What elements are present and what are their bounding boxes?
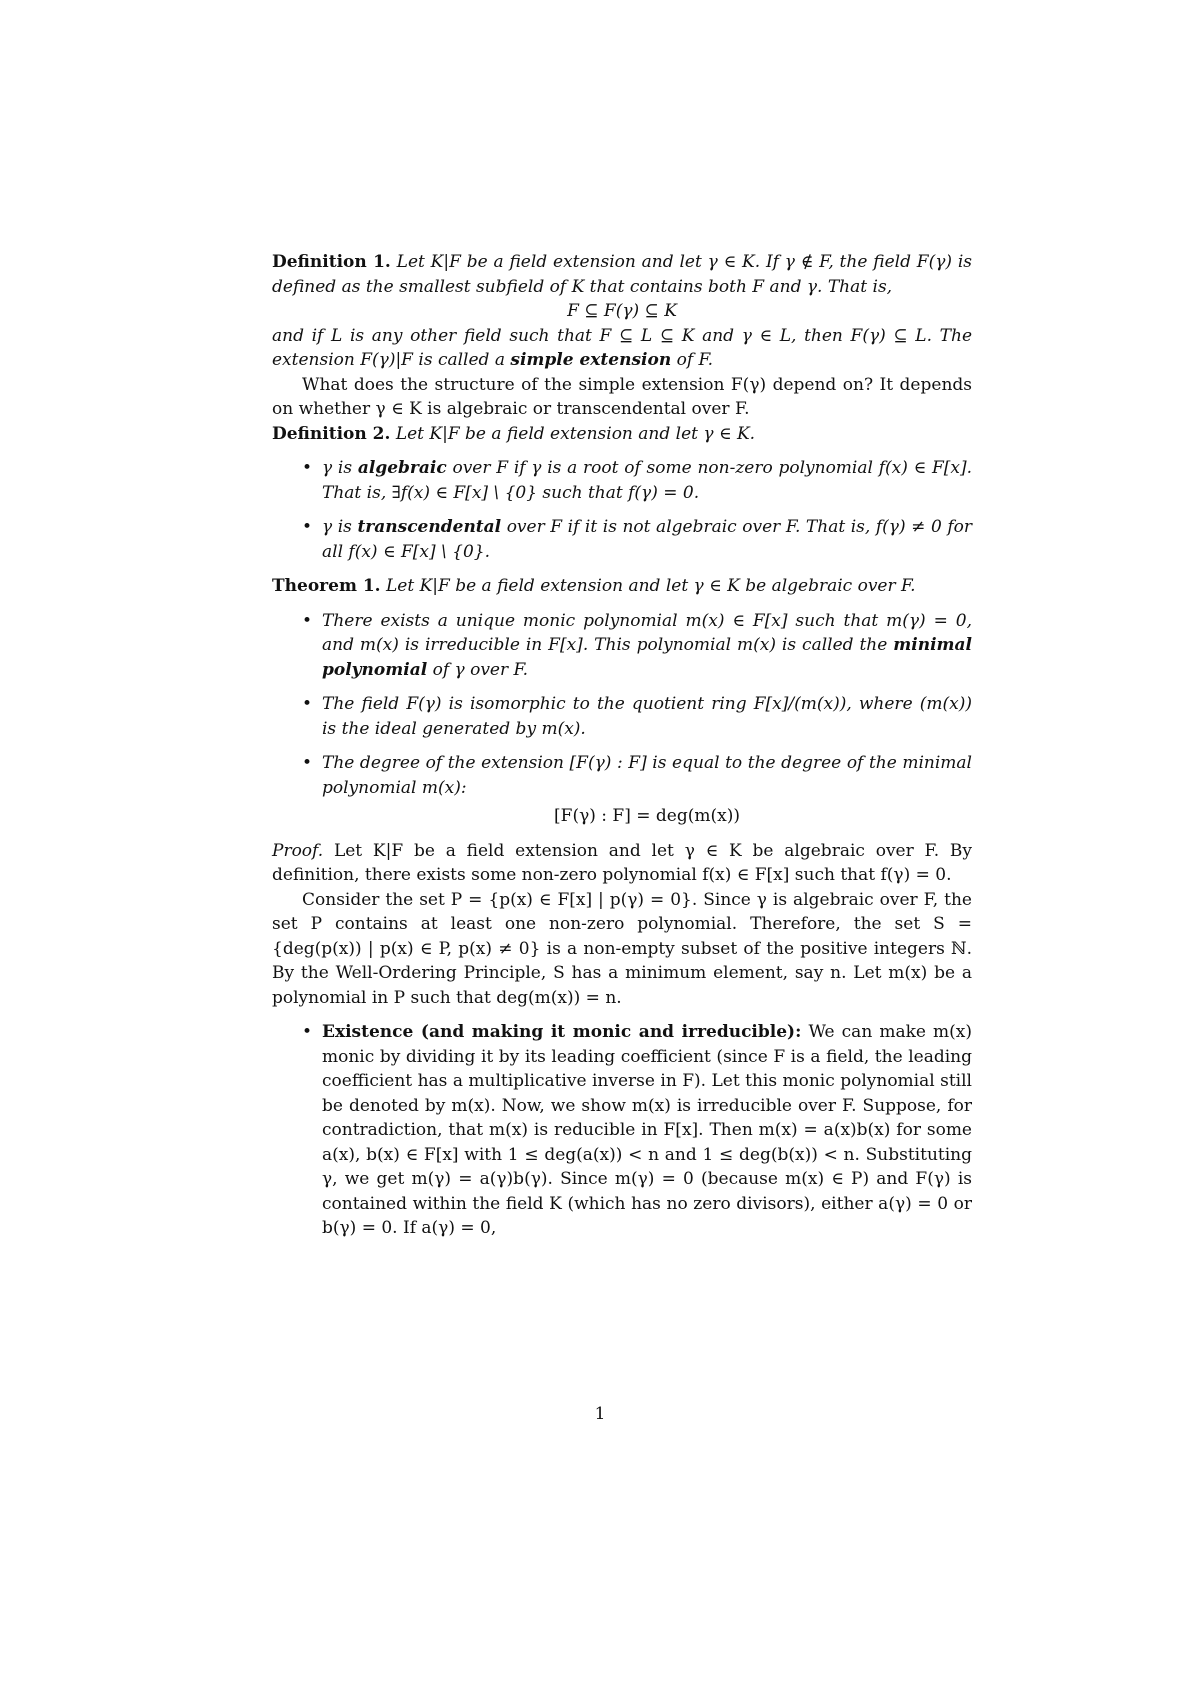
- theorem-1-text: Let K|F be a field extension and let γ ∈ K be algebraic over F.: [386, 576, 916, 596]
- item-pre: There exists a unique monic polynomial m(x) ∈ F[x] such that m(γ) = 0, and m(x) is irreducible in F[x]. This polynomial m(x) is called the: [322, 610, 972, 655]
- proof-paragraph-2: Consider the set P = {p(x) ∈ F[x] | p(γ) = 0}. Since γ is algebraic over F, the set P contains at least one non-zero polynomial. Therefore, the set S = {deg(p(x)) | p(x) ∈ P, p(x) ≠ 0} is a non-empty subset of the positive integers ℕ. By the Well-Ordering Principle, S has a minimum element, say n. Let m(x) be a polynomial in P such that deg(m(x)) = n.: [272, 889, 972, 1008]
- item-term: minimal polynomial: [322, 635, 973, 680]
- degree-display: [F(γ) : F] = deg(m(x)): [554, 806, 740, 826]
- proof-item-text: We can make m(x) monic by dividing it by its leading coefficient (since F is a field, the leading coefficient has a multiplicative inverse in F). Let this monic polynomial still be denoted by m(x). Now, we show m(x) is irreducible over F. Suppose, for contradiction, that m(x) is reducible in F[x]. Then m(x) = a(x)b(x) for some a(x), b(x) ∈ F[x] with 1 ≤ deg(a(x)) < n and 1 ≤ deg(b(x)) < n. Substituting γ, we get m(γ) = a(γ)b(γ). Since m(γ) = 0 (because m(x) ∈ P) and F(γ) is contained within the field K (which has no zero divisors), either a(γ) = 0 or b(γ) = 0. If a(γ) = 0,: [322, 1022, 972, 1238]
- definition-1: [272, 250, 972, 299]
- theorem-1-item-degree: [322, 751, 972, 829]
- proof-list: [272, 1020, 972, 1241]
- page-number: 1: [594, 1404, 606, 1424]
- theorem-1-item-existence: [322, 609, 972, 683]
- item-pre: γ is: [322, 458, 353, 478]
- theorem-1: [272, 574, 972, 599]
- item-term: algebraic: [357, 458, 447, 478]
- item-post: of γ over F.: [432, 659, 529, 680]
- definition-2-text: Let K|F be a field extension and let γ ∈ K.: [395, 423, 756, 444]
- definition-2-item-transcendental: [322, 515, 972, 564]
- item-post: over F if γ is a root of some non-zero polynomial f(x) ∈ F[x]. That is, ∃f(x) ∈ F[x] \ {0} such that f(γ) = 0.: [322, 458, 972, 503]
- definition-1-label: Definition 1.: [272, 252, 391, 272]
- definition-2-list: [272, 456, 972, 564]
- theorem-1-list: [272, 609, 972, 829]
- structure-paragraph: What does the structure of the simple extension F(γ) depend on? It depends on whether γ ∈ K is algebraic or transcendental over F.: [272, 374, 972, 419]
- definition-1-text-a: Let K|F be a field extension and let γ ∈ K. If γ ∉ F, the field F(γ) is defined as the smallest subfield of K that contains both F and γ. That is,: [272, 252, 972, 297]
- proof-item-existence: [322, 1020, 972, 1241]
- definition-2: [272, 422, 972, 447]
- item-pre: γ is: [322, 517, 352, 537]
- definition-1-term: simple extension: [510, 350, 672, 370]
- definition-1-display: F ⊆ F(γ) ⊆ K: [567, 301, 677, 321]
- proof-item-head: Existence (and making it monic and irreducible):: [322, 1022, 802, 1042]
- definition-2-item-algebraic: [322, 456, 972, 505]
- item-term: transcendental: [357, 517, 502, 537]
- item-post: over F if it is not algebraic over F. That is, f(γ) ≠ 0 for all f(x) ∈ F[x] \ {0}.: [322, 517, 972, 562]
- proof-text-1: Let K|F be a field extension and let γ ∈ K be algebraic over F. By definition, there exists some non-zero polynomial f(x) ∈ F[x] such that f(γ) = 0.: [272, 840, 972, 885]
- definition-1-continued: [272, 324, 972, 373]
- proof-label: Proof.: [272, 840, 324, 861]
- theorem-1-item-isomorphism: • The field F(γ) is isomorphic to the quotient ring F[x]/(m(x)), where (m(x)) is the ideal generated by m(x).: [322, 692, 972, 741]
- proof-paragraph-1: [272, 839, 972, 888]
- theorem-1-label: Theorem 1.: [272, 576, 381, 596]
- definition-1-text-b: and if L is any other field such that F ⊆ L ⊆ K and γ ∈ L, then F(γ) ⊆ L. The extension F(γ)|F is called a: [272, 325, 972, 370]
- page-content: [272, 250, 972, 1251]
- definition-1-text-c: of F.: [676, 350, 714, 370]
- item-text: The degree of the extension [F(γ) : F] is equal to the degree of the minimal polynomial m(x):: [322, 753, 972, 798]
- definition-2-label: Definition 2.: [272, 423, 391, 444]
